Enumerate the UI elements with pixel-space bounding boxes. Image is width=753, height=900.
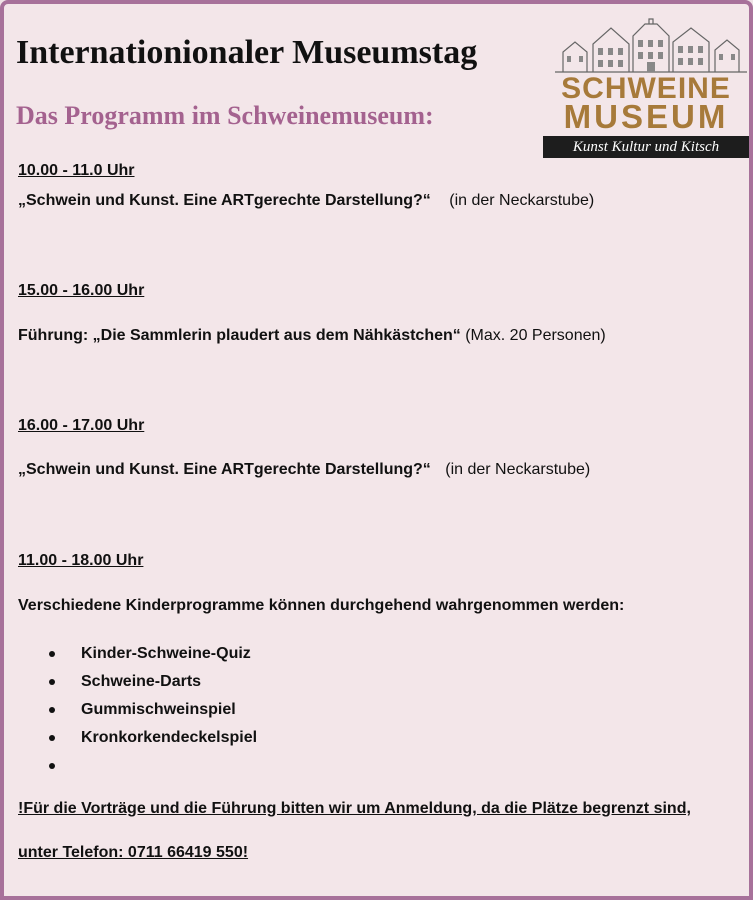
program-item-2 (18, 327, 606, 345)
program-time-4: 11.00 - 18.00 Uhr (18, 552, 144, 569)
logo-line-1: SCHWEINE (561, 72, 731, 105)
program-item-1 (18, 192, 594, 210)
list-item: Kinder-Schweine-Quiz (44, 642, 257, 670)
program-note-3: (in der Neckarstube) (445, 461, 591, 478)
museum-building-icon (553, 18, 749, 74)
program-note-2: (Max. 20 Personen) (465, 327, 606, 344)
program-item-3 (18, 461, 590, 479)
program-title-2: Führung: „Die Sammlerin plaudert aus dem Nähkästchen“ (18, 327, 461, 344)
program-title-1: „Schwein und Kunst. Eine ARTgerechte Darstellung?“ (18, 192, 431, 209)
list-item: Schweine-Darts (44, 670, 257, 698)
page-subtitle: Das Programm im Schweinemuseum: (16, 101, 434, 130)
page-title: Internationionaler Museumstag (16, 34, 478, 71)
program-note-1: (in der Neckarstube) (449, 192, 595, 209)
kids-program-list (44, 642, 257, 782)
program-time-1: 10.00 - 11.0 Uhr (18, 162, 135, 179)
registration-phone: unter Telefon: 0711 66419 550! (18, 844, 249, 861)
program-title-4: Verschiedene Kinderprogramme können durchgehend wahrgenommen werden: (18, 597, 625, 614)
list-item: Kronkorkendeckelspiel (44, 726, 257, 754)
registration-note: !Für die Vorträge und die Führung bitten wir um Anmeldung, da die Plätze begrenzt sind, (18, 800, 691, 817)
program-time-3: 16.00 - 17.00 Uhr (18, 417, 145, 434)
logo-tagline: Kunst Kultur und Kitsch (543, 136, 749, 158)
list-item (44, 754, 257, 782)
program-time-2: 15.00 - 16.00 Uhr (18, 282, 145, 299)
program-title-3: „Schwein und Kunst. Eine ARTgerechte Darstellung?“ (18, 461, 431, 478)
list-item: Gummischweinspiel (44, 698, 257, 726)
logo-line-2: MUSEUM (563, 98, 729, 135)
museum-logo (541, 18, 751, 158)
